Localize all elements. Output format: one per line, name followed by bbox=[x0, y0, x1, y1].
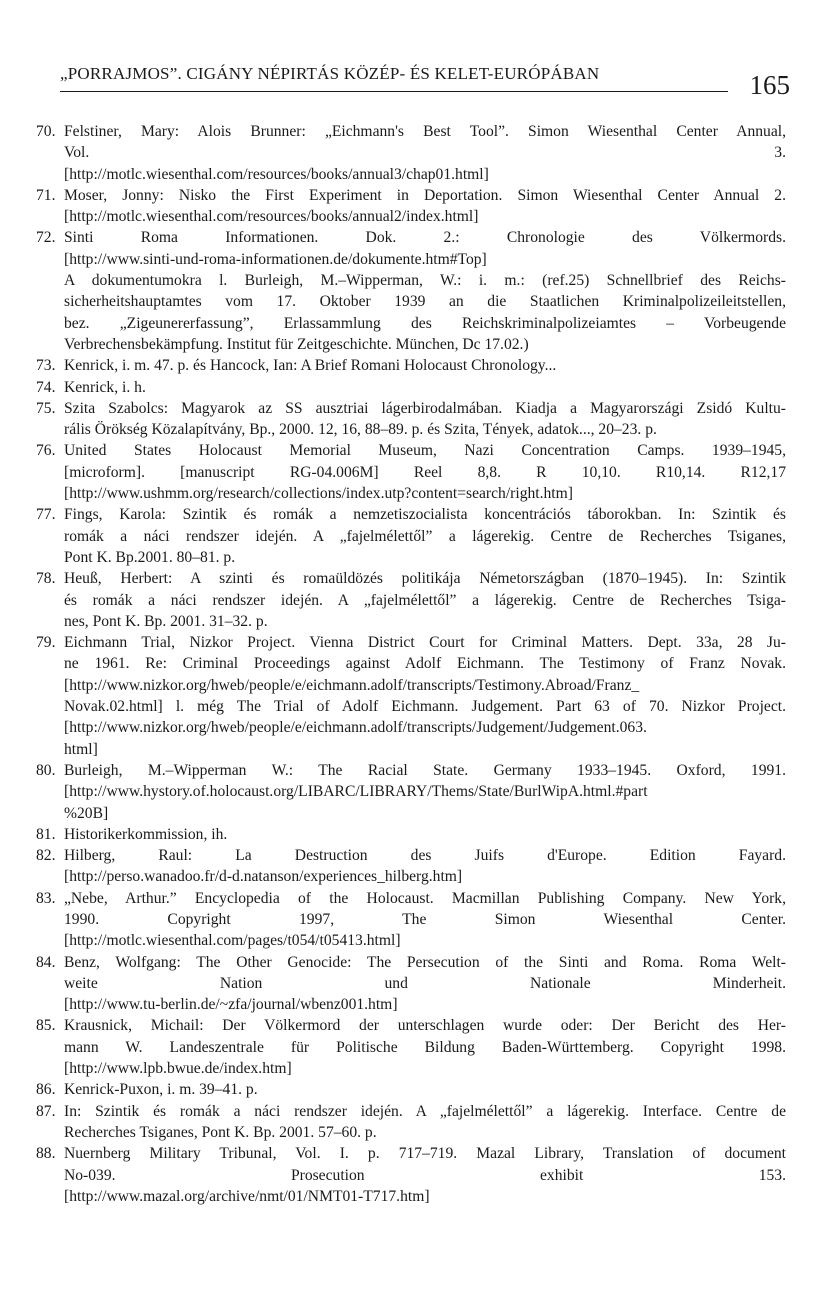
endnote-number: 78. bbox=[36, 570, 56, 588]
endnote-77 bbox=[36, 504, 786, 568]
endnote-number: 87. bbox=[36, 1102, 56, 1120]
endnote-line: „Nebe, Arthur.” Encyclopedia of the Holocaust. Macmillan Publishing Company. New York, bbox=[64, 889, 786, 907]
endnote-line: Historikerkommission, ih. bbox=[64, 825, 228, 843]
endnote-81 bbox=[36, 824, 786, 845]
endnote-80 bbox=[36, 760, 786, 824]
endnote-number: 83. bbox=[36, 889, 56, 907]
endnote-87 bbox=[36, 1101, 786, 1144]
endnote-number: 72. bbox=[36, 229, 56, 247]
endnote-number: 79. bbox=[36, 634, 56, 652]
endnote-number: 84. bbox=[36, 953, 56, 971]
endnote-73 bbox=[36, 355, 786, 376]
endnote-number: 88. bbox=[36, 1145, 56, 1163]
endnote-line: Kenrick-Puxon, i. m. 39–41. p. bbox=[64, 1081, 258, 1099]
endnote-86 bbox=[36, 1079, 786, 1100]
endnote-line: Kenrick, i. m. 47. p. és Hancock, Ian: A Brief Romani Holocaust Chronology... bbox=[64, 357, 557, 375]
endnote-line: [http://www.nizkor.org/hweb/people/e/eichmann.adolf/transcripts/Testimony.Abroad/Franz_ bbox=[64, 676, 640, 694]
endnote-83 bbox=[36, 888, 786, 952]
endnote-78 bbox=[36, 568, 786, 632]
endnote-number: 76. bbox=[36, 442, 56, 460]
endnote-line: Moser, Jonny: Nisko the First Experiment in Deportation. Simon Wiesenthal Center Annual 2. bbox=[64, 186, 786, 204]
endnote-line: [http://motlc.wiesenthal.com/resources/books/annual3/chap01.html] bbox=[64, 165, 489, 183]
endnote-line: Kenrick, i. h. bbox=[64, 378, 146, 396]
endnote-line: Vol. 3. bbox=[64, 144, 786, 162]
endnote-line: Fings, Karola: Szintik és romák a nemzetiszocialista koncentrációs táborokban. In: Szintik és bbox=[64, 506, 786, 524]
endnote-line: rális Örökség Közalapítvány, Bp., 2000. 12, 16, 88–89. p. és Szita, Tények, adatok..., 20–23. p. bbox=[64, 421, 657, 439]
endnote-line: [http://www.nizkor.org/hweb/people/e/eichmann.adolf/transcripts/Judgement/Judgement.063. bbox=[64, 719, 647, 737]
endnote-70 bbox=[36, 121, 786, 185]
endnote-76 bbox=[36, 440, 786, 504]
endnote-74 bbox=[36, 377, 786, 398]
endnote-line: Eichmann Trial, Nizkor Project. Vienna District Court for Criminal Matters. Dept. 33a, 28 Ju- bbox=[64, 634, 786, 652]
endnote-number: 82. bbox=[36, 847, 56, 865]
endnote-line: és romák a náci rendszer idején. A „fajelmélettől” a lágerekig. Centre de Recherches Tsiga- bbox=[64, 591, 786, 609]
endnote-72 bbox=[36, 227, 786, 355]
endnote-number: 86. bbox=[36, 1081, 56, 1099]
endnote-number: 85. bbox=[36, 1017, 56, 1035]
endnotes-list bbox=[36, 121, 786, 1207]
endnote-line: Heuß, Herbert: A szinti és romaüldözés politikája Németországban (1870–1945). In: Szintik bbox=[64, 570, 786, 588]
endnote-85 bbox=[36, 1015, 786, 1079]
endnote-line: [http://motlc.wiesenthal.com/pages/t054/t05413.html] bbox=[64, 932, 401, 950]
endnote-number: 74. bbox=[36, 378, 56, 396]
endnote-line: Novak.02.html] l. még The Trial of Adolf Eichmann. Judgement. Part 63 of 70. Nizkor Project. bbox=[64, 698, 786, 716]
endnote-line: html] bbox=[64, 740, 98, 758]
endnote-line: weite Nation und Nationale Minderheit. bbox=[64, 974, 786, 992]
endnote-line: In: Szintik és romák a náci rendszer idején. A „fajelmélettől” a lágerekig. Interface. Centre de bbox=[64, 1102, 786, 1120]
endnote-line: bez. „Zigeunererfassung”, Erlassammlung des Reichskriminalpolizeiamtes – Vorbeugende bbox=[64, 314, 786, 332]
endnote-line: [http://motlc.wiesenthal.com/resources/books/annual2/index.html] bbox=[64, 208, 479, 226]
endnote-line: [http://www.sinti-und-roma-informationen.de/dokumente.htm#Top] bbox=[64, 250, 487, 268]
endnote-line: 1990. Copyright 1997, The Simon Wiesenthal Center. bbox=[64, 910, 786, 928]
page-number: 165 bbox=[749, 70, 790, 100]
endnote-line: Nuernberg Military Tribunal, Vol. I. p. 717–719. Mazal Library, Translation of document bbox=[64, 1145, 786, 1163]
endnote-line: Hilberg, Raul: La Destruction des Juifs d'Europe. Edition Fayard. bbox=[64, 847, 786, 865]
endnote-line: ne 1961. Re: Criminal Proceedings against Adolf Eichmann. The Testimony of Franz Novak. bbox=[64, 655, 786, 673]
endnote-line: [http://perso.wanadoo.fr/d-d.natanson/experiences_hilberg.htm] bbox=[64, 868, 463, 886]
endnote-line: Felstiner, Mary: Alois Brunner: „Eichmann's Best Tool”. Simon Wiesenthal Center Annual, bbox=[64, 123, 786, 140]
endnote-71 bbox=[36, 185, 786, 228]
endnote-number: 73. bbox=[36, 357, 56, 375]
endnote-number: 80. bbox=[36, 761, 56, 779]
endnote-88 bbox=[36, 1143, 786, 1207]
endnote-line: Szita Szabolcs: Magyarok az SS ausztriai lágerbirodalmában. Kiadja a Magyarországi Zsidó Kultu- bbox=[64, 399, 786, 417]
endnote-number: 77. bbox=[36, 506, 56, 524]
endnote-line: Burleigh, M.–Wipperman W.: The Racial State. Germany 1933–1945. Oxford, 1991. bbox=[64, 761, 786, 779]
running-header bbox=[60, 64, 790, 104]
endnote-line: [http://www.ushmm.org/research/collections/index.utp?content=search/right.htm] bbox=[64, 485, 573, 503]
endnote-line: sicherheitshauptamtes vom 17. Oktober 1939 an die Staatlichen Kriminalpolizeileitstellen, bbox=[64, 293, 786, 311]
endnote-line: A dokumentumokra l. Burleigh, M.–Wipperman, W.: i. m.: (ref.25) Schnellbrief des Reichs- bbox=[64, 272, 786, 290]
running-title: „PORRAJMOS”. CIGÁNY NÉPIRTÁS KÖZÉP- ÉS KELET-EURÓPÁBAN bbox=[60, 64, 600, 83]
endnote-75 bbox=[36, 398, 786, 441]
endnote-number: 75. bbox=[36, 399, 56, 417]
endnote-line: No-039. Prosecution exhibit 153. bbox=[64, 1166, 786, 1184]
endnote-79 bbox=[36, 632, 786, 760]
endnote-number: 71. bbox=[36, 186, 56, 204]
endnote-line: Recherches Tsiganes, Pont K. Bp. 2001. 57–60. p. bbox=[64, 1123, 377, 1141]
endnote-line: United States Holocaust Memorial Museum, Nazi Concentration Camps. 1939–1945, bbox=[64, 442, 786, 460]
endnote-line: %20B] bbox=[64, 804, 109, 822]
endnote-line: nes, Pont K. Bp. 2001. 31–32. p. bbox=[64, 612, 268, 630]
endnote-84 bbox=[36, 952, 786, 1016]
endnote-line: [http://www.mazal.org/archive/nmt/01/NMT01-T717.htm] bbox=[64, 1187, 430, 1205]
endnote-line: [microform]. [manuscript RG-04.006M] Reel 8,8. R 10,10. R10,14. R12,17 bbox=[64, 463, 786, 481]
endnote-number: 81. bbox=[36, 825, 56, 843]
endnote-number: 70. bbox=[36, 123, 56, 140]
endnote-line: Benz, Wolfgang: The Other Genocide: The Persecution of the Sinti and Roma. Roma Welt- bbox=[64, 953, 786, 971]
endnote-82 bbox=[36, 845, 786, 888]
endnote-line: mann W. Landeszentrale für Politische Bildung Baden-Württemberg. Copyright 1998. bbox=[64, 1038, 786, 1056]
endnote-line: Sinti Roma Informationen. Dok. 2.: Chronologie des Völkermords. bbox=[64, 229, 786, 247]
endnote-line: Verbrechensbekämpfung. Institut für Zeitgeschichte. München, Dc 17.02.) bbox=[64, 335, 529, 353]
header-rule bbox=[60, 91, 728, 92]
endnote-line: Krausnick, Michail: Der Völkermord der unterschlagen wurde oder: Der Bericht des Her- bbox=[64, 1017, 786, 1035]
endnote-line: Pont K. Bp.2001. 80–81. p. bbox=[64, 548, 236, 566]
endnote-line: romák a náci rendszer idején. A „fajelmélettől” a lágerekig. Centre de Recherches Tsiganes, bbox=[64, 527, 786, 545]
endnote-line: [http://www.lpb.bwue.de/index.htm] bbox=[64, 1060, 292, 1078]
endnote-line: [http://www.tu-berlin.de/~zfa/journal/wbenz001.htm] bbox=[64, 996, 398, 1014]
endnote-line: [http://www.hystory.of.holocaust.org/LIBARC/LIBRARY/Thems/State/BurlWipA.html.#part bbox=[64, 783, 648, 801]
